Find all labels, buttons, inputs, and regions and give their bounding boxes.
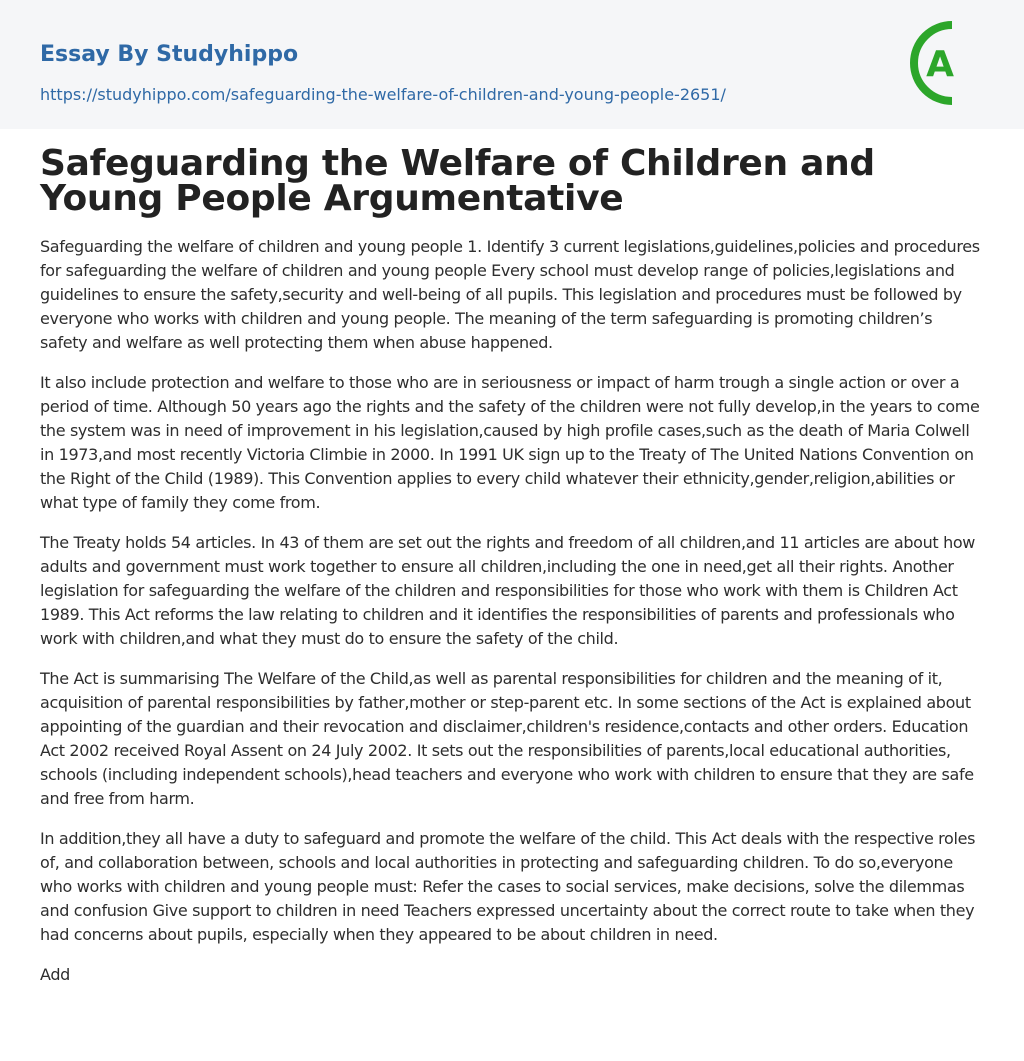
essay-url-link[interactable]: https://studyhippo.com/safeguarding-the-welfare-of-children-and-young-people-2651/ xyxy=(40,85,726,104)
site-header xyxy=(0,0,1024,129)
article-title: Safeguarding the Welfare of Children and Young People Argumentative xyxy=(40,143,875,219)
article-paragraph: In addition,they all have a duty to safeguard and promote the welfare of the child. This Act deals with the respective roles of, and collaboration between, schools and local authorities in protecting and safeguarding children. To do so,everyone who works with children and young people must: Refer the cases to social services, make decisions, solve the dilemmas and confusion Give support to children in need Teachers expressed uncertainty about the correct route to take when they had concerns about pupils, especially when they appeared to be about children in need. xyxy=(40,829,976,944)
article-body xyxy=(0,129,1024,987)
article-paragraph: Safeguarding the welfare of children and young people 1. Identify 3 current legislations,guidelines,policies and procedures for safeguarding the welfare of children and young people Every school must develop range of policies,legislations and guidelines to ensure the safety,security and well-being of all pupils. This legislation and procedures must be followed by everyone who works with children and young people. The meaning of the term safeguarding is promoting children’s safety and welfare as well protecting them when abuse happened. xyxy=(40,237,980,352)
site-brand[interactable]: Essay By Studyhippo xyxy=(40,42,299,67)
logo-letter: A xyxy=(926,44,954,85)
article-paragraph: It also include protection and welfare to those who are in seriousness or impact of harm trough a single action or over a period of time. Although 50 years ago the rights and the safety of the children were not fully develop,in the years to come the system was in need of improvement in his legislation,caused by high profile cases,such as the death of Maria Colwell in 1973,and most recently Victoria Climbie in 2000. In 1991 UK sign up to the Treaty of The United Nations Convention on the Right of the Child (1989). This Convention applies to every child whatever their ethnicity,gender,religion,abilities or what type of family they come from. xyxy=(40,373,980,512)
studyhippo-logo-icon[interactable] xyxy=(898,18,988,108)
article-paragraph: The Treaty holds 54 articles. In 43 of them are set out the rights and freedom of all children,and 11 articles are about how adults and government must work together to ensure all children,including the one in need,get all their rights. Another legislation for safeguarding the welfare of the children and responsibilities for those who work with them is Children Act 1989. This Act reforms the law relating to children and it identifies the responsibilities of parents and professionals who work with children,and what they must do to ensure the safety of the child. xyxy=(40,533,976,648)
article-paragraph: Add xyxy=(40,965,70,984)
article-paragraph: The Act is summarising The Welfare of the Child,as well as parental responsibilities for children and the meaning of it, acquisition of parental responsibilities by father,mother or step-parent etc. In some sections of the Act is explained about appointing of the guardian and their revocation and disclaimer,children's residence,contacts and other orders. Education Act 2002 received Royal Assent on 24 July 2002. It sets out the responsibilities of parents,local educational authorities, schools (including independent schools),head teachers and everyone who work with children to ensure that they are safe and free from harm. xyxy=(40,669,974,808)
